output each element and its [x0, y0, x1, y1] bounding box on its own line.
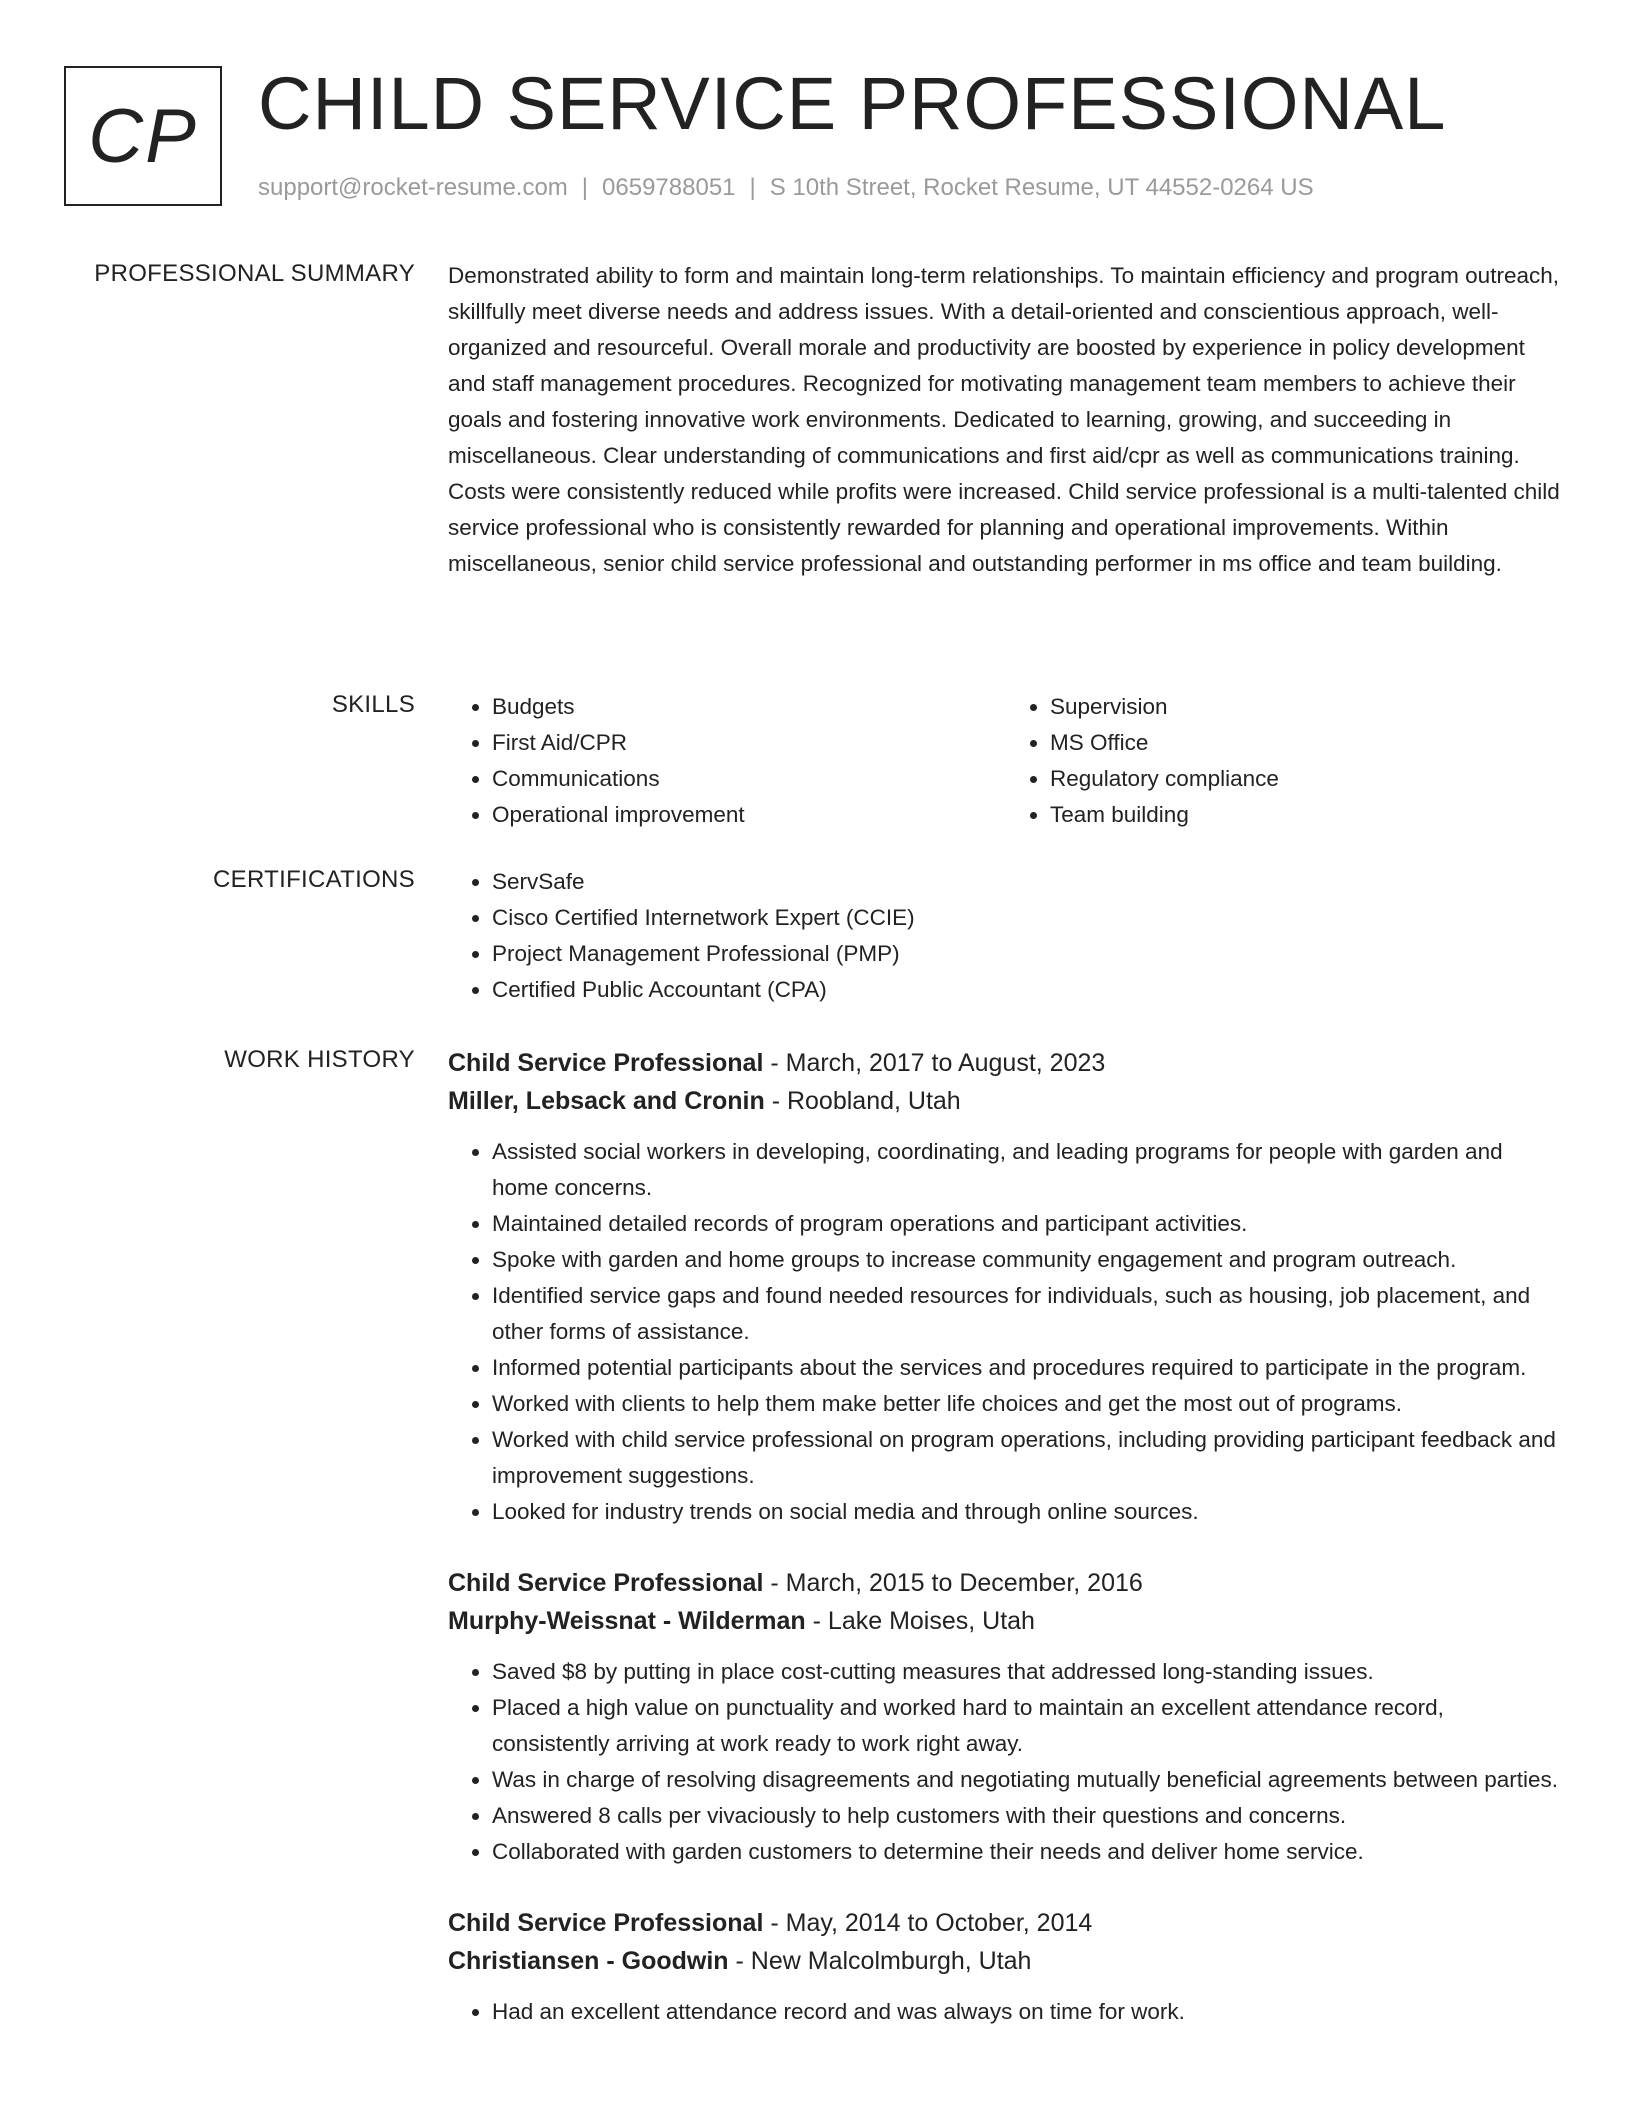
job-title: Child Service Professional: [448, 1569, 764, 1597]
skill-item: • First Aid/CPR: [492, 725, 1006, 761]
job-bullet: • Worked with clients to help them make better life choices and get the most out of programs.: [492, 1386, 1564, 1422]
certification-item: • ServSafe: [492, 864, 1564, 900]
section-label-summary: PROFESSIONAL SUMMARY: [94, 260, 415, 287]
job-bullet: • Looked for industry trends on social media and through online sources.: [492, 1494, 1564, 1530]
job-company-line: [448, 1602, 1564, 1640]
job-bullet: • Answered 8 calls per vivaciously to help customers with their questions and concerns.: [492, 1798, 1564, 1834]
skills-body: [448, 689, 1564, 833]
job-entry: [448, 1564, 1564, 1870]
job-bullet: • Was in charge of resolving disagreements and negotiating mutually beneficial agreements between parties.: [492, 1762, 1564, 1798]
skill-item: • Communications: [492, 761, 1006, 797]
job-location: - New Malcolmburgh, Utah: [728, 1947, 1032, 1975]
job-bullet: • Maintained detailed records of program operations and participant activities.: [492, 1206, 1564, 1242]
job-location: - Lake Moises, Utah: [805, 1607, 1035, 1635]
job-bullet: • Collaborated with garden customers to determine their needs and deliver home service.: [492, 1834, 1564, 1870]
contact-separator: |: [749, 174, 756, 201]
monogram-text: CP: [88, 93, 198, 179]
job-dates: - March, 2015 to December, 2016: [763, 1569, 1143, 1597]
job-bullet: • Spoke with garden and home groups to increase community engagement and program outreach.: [492, 1242, 1564, 1278]
job-title: Child Service Professional: [448, 1909, 764, 1937]
job-entry: [448, 1044, 1564, 1530]
contact-line: [258, 174, 1314, 202]
skill-item: • Operational improvement: [492, 797, 1006, 833]
job-bullets: [448, 1654, 1564, 1870]
skill-item: • Regulatory compliance: [1050, 761, 1564, 797]
job-company: Murphy-Weissnat - Wilderman: [448, 1607, 806, 1635]
contact-address: S 10th Street, Rocket Resume, UT 44552-0264 US: [769, 174, 1314, 201]
contact-phone: 0659788051: [602, 174, 736, 201]
job-company-line: [448, 1082, 1564, 1120]
skills-list-left: [448, 689, 1006, 833]
job-bullet: • Had an excellent attendance record and was always on time for work.: [492, 1994, 1564, 2030]
job-bullets: [448, 1994, 1564, 2030]
certifications-list: [448, 864, 1564, 1008]
job-bullet: • Saved $8 by putting in place cost-cutting measures that addressed long-standing issues.: [492, 1654, 1564, 1690]
skill-item: • Supervision: [1050, 689, 1564, 725]
job-bullet: • Placed a high value on punctuality and worked hard to maintain an excellent attendance record, consistently arriving at work ready to work right away.: [492, 1690, 1564, 1762]
certifications-body: [448, 864, 1564, 1008]
certification-item: • Certified Public Accountant (CPA): [492, 972, 1564, 1008]
job-bullets: [448, 1134, 1564, 1530]
job-title: Child Service Professional: [448, 1049, 764, 1077]
contact-email: support@rocket-resume.com: [258, 174, 568, 201]
skill-item: • MS Office: [1050, 725, 1564, 761]
certification-item: • Project Management Professional (PMP): [492, 936, 1564, 972]
job-bullet: • Worked with child service professional on program operations, including providing participant feedback and improvement suggestions.: [492, 1422, 1564, 1494]
skills-list-right: [1006, 689, 1564, 833]
section-label-certifications: CERTIFICATIONS: [213, 866, 415, 893]
skill-item: • Team building: [1050, 797, 1564, 833]
work-history-body: [448, 1044, 1564, 2064]
page-title: CHILD SERVICE PROFESSIONAL: [258, 62, 1447, 145]
job-bullet: • Identified service gaps and found needed resources for individuals, such as housing, job placement, and other forms of assistance.: [492, 1278, 1564, 1350]
job-title-line: [448, 1904, 1564, 1942]
skill-item: • Budgets: [492, 689, 1006, 725]
job-company: Miller, Lebsack and Cronin: [448, 1087, 765, 1115]
summary-text: Demonstrated ability to form and maintain long-term relationships. To maintain efficiency and program outreach, skillfully meet diverse needs and address issues. With a detail-oriented and conscientious approach, well-organized and resourceful. Overall morale and productivity are boosted by experience in policy development and staff management procedures. Recognized for motivating management team members to achieve their goals and fostering innovative work environments. Dedicated to learning, growing, and succeeding in miscellaneous. Clear understanding of communications and first aid/cpr as well as communications training. Costs were consistently reduced while profits were increased. Child service professional is a multi-talented child service professional who is consistently rewarded for planning and operational improvements. Within miscellaneous, senior child service professional and outstanding performer in ms office and team building.: [448, 263, 1560, 576]
job-title-line: [448, 1564, 1564, 1602]
section-label-skills: SKILLS: [331, 691, 415, 718]
job-title-line: [448, 1044, 1564, 1082]
job-dates: - March, 2017 to August, 2023: [763, 1049, 1106, 1077]
job-company-line: [448, 1942, 1564, 1980]
monogram-logo: [64, 66, 222, 206]
job-entry: [448, 1904, 1564, 2030]
certification-item: • Cisco Certified Internetwork Expert (CCIE): [492, 900, 1564, 936]
contact-separator: |: [581, 174, 589, 201]
job-company: Christiansen - Goodwin: [448, 1947, 729, 1975]
job-bullet: • Assisted social workers in developing, coordinating, and leading programs for people with garden and home concerns.: [492, 1134, 1564, 1206]
resume-header: [64, 62, 1604, 216]
section-label-work-history: WORK HISTORY: [224, 1046, 415, 1073]
job-location: - Roobland, Utah: [764, 1087, 961, 1115]
job-bullet: • Informed potential participants about the services and procedures required to participate in the program.: [492, 1350, 1564, 1386]
job-dates: - May, 2014 to October, 2014: [763, 1909, 1093, 1937]
